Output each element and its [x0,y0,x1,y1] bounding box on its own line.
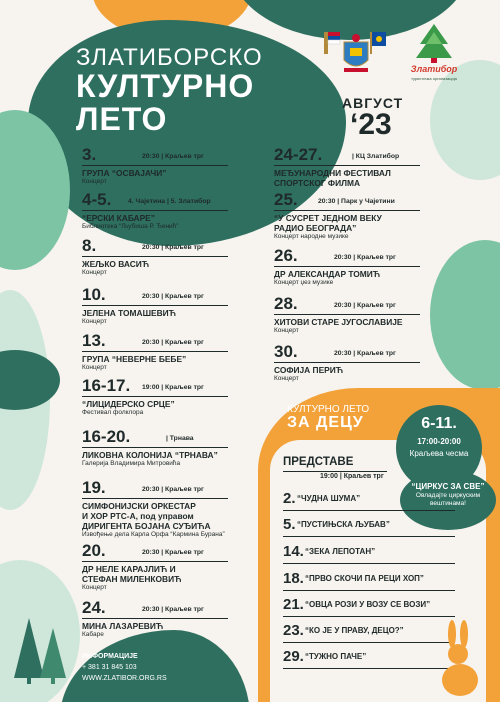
event-time-place: 20:30 | Краљев трг [142,153,204,160]
event-divider [82,498,228,499]
show-item [283,490,473,512]
event-title: ДР НЕЛЕ КАРАЈЛИЋ И [82,564,176,574]
kids-heading-1: КУЛТУРНО ЛЕТО [287,404,370,415]
event-item [82,598,228,648]
event-time-place: 4. Чајетина | 5. Златибор [128,198,211,205]
event-time-place: | КЦ Златибор [352,153,400,160]
circus-subtitle: Овладајте циркуским вештинама! [415,492,481,507]
event-date: 28. [274,294,298,313]
event-time-place: 20:30 | Парк у Чајетини [318,198,395,205]
show-divider [283,668,455,669]
show-date: 5. [283,516,296,533]
shows-label: ПРЕДСТАВЕ [283,456,354,468]
kids-heading-2: ЗА ДЕЦУ [287,414,364,431]
event-divider [274,210,420,211]
event-subtitle: Концерт џез музике [274,279,334,286]
event-date: 19. [82,478,106,497]
circus-title: “ЦИРКУС ЗА СВЕ” [411,482,485,491]
event-date: 24-27. [274,145,323,164]
event-subtitle: Концерт [82,269,107,276]
event-divider [82,447,228,448]
event-time-place: 20:30 | Краљев трг [334,302,396,309]
event-time-place: 20:30 | Краљев трг [142,293,204,300]
show-divider [283,616,455,617]
show-date: 29. [283,648,304,665]
event-divider [274,314,420,315]
title-line-3: ЛЕТО [76,101,168,137]
shows-time-place: 19:00 | Краљев трг [320,473,384,480]
event-subtitle: Извођење дела Карла Орфа “Кармина Бурана” [82,531,225,538]
event-divider [82,351,228,352]
event-item [274,145,420,195]
event-divider [274,362,420,363]
event-time-place: 20:30 | Краљев трг [334,254,396,261]
event-item [82,427,228,477]
event-title: СПОРТСКОГ ФИЛМА [274,178,360,188]
event-subtitle: Кабаре [82,631,104,638]
event-title: “ЛИЦИДЕРСКО СРЦЕ” [82,399,175,409]
show-date: 18. [283,570,304,587]
event-subtitle: Концерт народне музике [274,233,349,240]
event-title: СОФИЈА ПЕРИЋ [274,365,344,375]
circus-place: Краљева чесма [409,449,469,458]
event-date: 26. [274,246,298,265]
info-phone: + 381 31 845 103 [82,664,137,671]
event-time-place: 20:30 | Краљев трг [334,350,396,357]
show-date: 2. [283,490,296,507]
event-item [274,294,420,344]
event-time-place: 20:30 | Краљев трг [142,244,204,251]
event-divider [274,266,420,267]
show-item [283,543,473,565]
event-subtitle: Концерт [274,375,299,382]
shows-divider [283,471,387,472]
event-title: ЈЕЛЕНА ТОМАШЕВИЋ [82,308,176,318]
event-date: 20. [82,541,106,560]
show-item [283,596,473,618]
info-title: ИНФОРМАЦИЈЕ [82,653,138,660]
event-date: 3. [82,145,97,164]
show-divider [283,536,455,537]
mint-blob-right-mid [430,240,500,390]
show-divider [283,510,455,511]
show-title: “ЗЕКА ЛЕПОТАН” [305,547,376,556]
title-line-1: ЗЛАТИБОРСКО [76,44,263,71]
event-item [274,246,420,296]
event-item [82,376,228,426]
event-time-place: 19:00 | Краљев трг [142,384,204,391]
event-date: 16-20. [82,427,131,446]
event-item [82,331,228,381]
event-date: 25. [274,190,298,209]
event-subtitle: Галерија Владимира Митровића [82,460,181,467]
event-title: РАДИО БЕОГРАДА” [274,223,357,233]
event-divider [82,256,228,257]
event-divider [274,165,420,166]
info-website[interactable]: WWW.ZLATIBOR.ORG.RS [82,675,167,682]
event-date: 24. [82,598,106,617]
event-divider [82,618,228,619]
event-date: 16-17. [82,376,131,395]
event-subtitle: Концерт [82,584,107,591]
event-time-place: 20:30 | Краљев трг [142,549,204,556]
event-subtitle: Концерт [82,178,107,185]
event-divider [82,165,228,166]
event-title: И ХОР РТС-А, под управом [82,511,194,521]
logo-name: Златибор [410,64,458,74]
event-title: ГРУПА “ОСВАЈАЧИ” [82,168,167,178]
show-item [283,570,473,592]
event-divider [82,396,228,397]
event-item [82,190,228,240]
event-item [274,190,420,240]
event-date: 30. [274,342,298,361]
month-label: АВГУСТ [342,95,404,111]
event-item [82,145,228,195]
circus-hours: 17:00-20:00 [417,437,461,446]
event-time-place: 20:30 | Краљев трг [142,606,204,613]
show-item [283,516,473,538]
circus-dates: 6-11. [421,415,457,432]
show-date: 23. [283,622,304,639]
event-item [82,478,228,538]
show-date: 21. [283,596,304,613]
show-divider [283,642,455,643]
event-title: МИНА ЛАЗАРЕВИЋ [82,621,164,631]
rabbit-icon [438,620,482,696]
left-event-list [82,0,228,702]
event-subtitle: Концерт [274,327,299,334]
show-divider [283,563,455,564]
green-blob-mid-left [0,350,60,410]
event-item [82,285,228,335]
show-title: “ЧУДНА ШУМА” [297,494,361,503]
event-title: ДР АЛЕКСАНДАР ТОМИЋ [274,269,381,279]
event-time-place: 20:30 | Краљев трг [142,486,204,493]
event-subtitle: Библиотека “Љубиша Р. Ђенић” [82,223,179,230]
show-title: “КО ЈЕ У ПРАВУ, ДЕЦО?” [305,626,404,635]
event-subtitle: Концерт [82,318,107,325]
event-title: ЖЕЉКО ВАСИЋ [82,259,150,269]
show-title: “ТУЖНО ПАЧЕ” [305,652,367,661]
event-date: 10. [82,285,106,304]
event-divider [82,561,228,562]
event-date: 8. [82,236,97,255]
event-time-place: 20:30 | Краљев трг [142,339,204,346]
event-subtitle: Концерт [82,364,107,371]
event-title: “ЕРСКИ КАБАРЕ” [82,213,155,223]
event-item [82,541,228,591]
event-divider [82,305,228,306]
event-subtitle: Фестивал фолклора [82,409,144,416]
event-title: ЛИКОВНА КОЛОНИЈА “ТРНАВА” [82,450,218,460]
event-item [274,342,420,392]
show-title: “ПРВО СКОЧИ ПА РЕЦИ ХОП” [305,574,424,583]
event-date: 4-5. [82,190,112,209]
show-title: “ПУСТИЊСКА ЉУБАВ” [297,520,390,529]
event-title: МЕЂУНАРОДНИ ФЕСТИВАЛ [274,168,391,178]
event-time-place: | Трнава [166,435,194,442]
event-title: СИМФОНИЈСКИ ОРКЕСТАР [82,501,196,511]
event-date: 13. [82,331,106,350]
event-title: “У СУСРЕТ ЈЕДНОМ ВЕКУ [274,213,382,223]
event-title: ХИТОВИ СТАРЕ ЈУГОСЛАВИЈЕ [274,317,403,327]
event-title: СТЕФАН МИЛЕНКОВИЋ [82,574,182,584]
show-date: 14. [283,543,304,560]
show-divider [283,590,455,591]
title-line-2: КУЛТУРНО [76,68,255,104]
event-item [82,236,228,286]
year-label: ‘23 [350,108,392,141]
pine-tree-icon [40,628,66,684]
event-title: ДИРИГЕНТА БОЈАНА СУЂИЋА [82,521,211,531]
event-title: ГРУПА “НЕВЕРНЕ БЕБЕ” [82,354,187,364]
event-divider [82,210,228,211]
logo-subtitle: туристичка организација [411,76,457,81]
show-title: “ОВЦА РОЗИ У ВОЗУ СЕ ВОЗИ” [305,600,431,609]
